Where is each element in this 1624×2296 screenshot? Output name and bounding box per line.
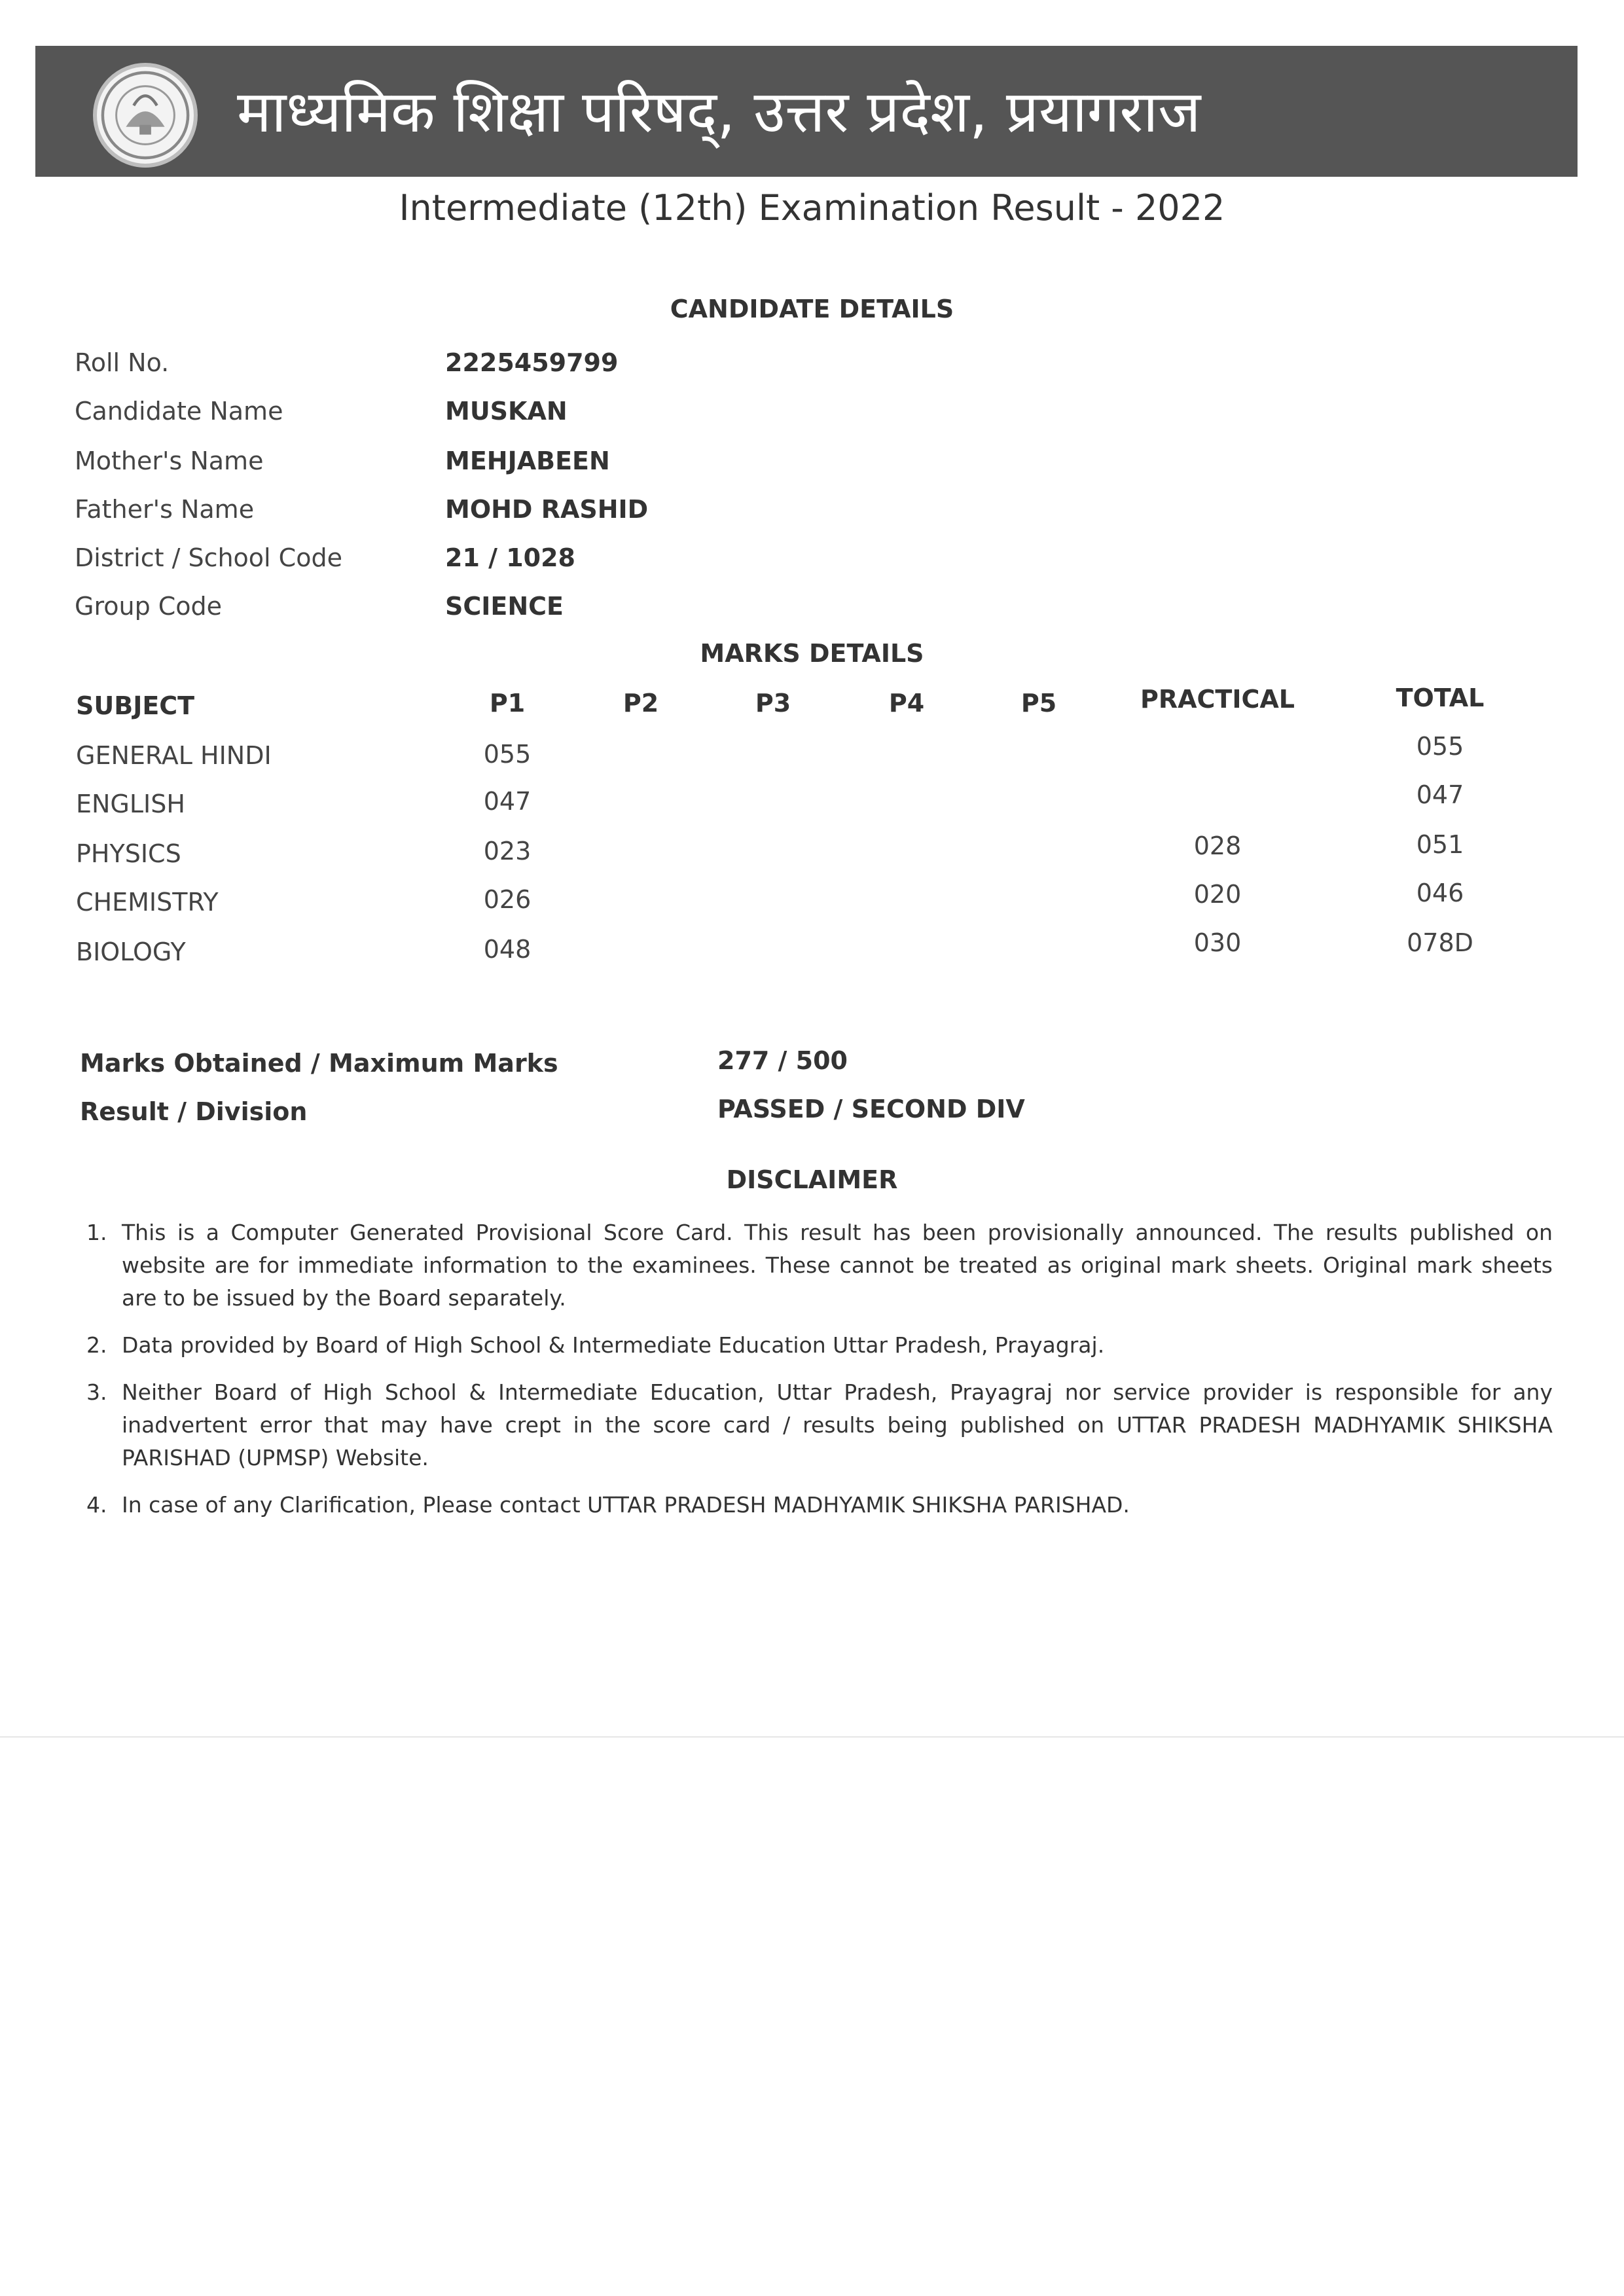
district-school-value: 21 / 1028 bbox=[445, 543, 575, 572]
roll-no-label: Roll No. bbox=[75, 348, 170, 377]
list-item bbox=[86, 1489, 1553, 1522]
table-row-subject: GENERAL HINDI bbox=[76, 741, 272, 770]
p4-column-header: P4 bbox=[888, 689, 925, 718]
list-item-text: This is a Computer Generated Provisional Score Card. This result has been provisionally announced. The results published on website are for immediate information to the examinees. These cannot be treated as original mark sheets. Original mark sheets are to be issued by the Board separately. bbox=[122, 1220, 1553, 1311]
father-name-value: MOHD RASHID bbox=[445, 495, 649, 524]
p1-column-header: P1 bbox=[489, 689, 526, 718]
candidate-row-name bbox=[0, 397, 1624, 436]
list-item bbox=[86, 1329, 1553, 1362]
table-row-subject: ENGLISH bbox=[76, 790, 185, 818]
candidate-row-district bbox=[0, 543, 1624, 583]
table-row-total: 055 bbox=[1416, 732, 1464, 761]
group-code-value: SCIENCE bbox=[445, 592, 564, 621]
exam-title: Intermediate (12th) Examination Result - 2022 bbox=[399, 187, 1225, 228]
emblem-icon bbox=[97, 67, 194, 164]
total-column-header: TOTAL bbox=[1396, 683, 1485, 712]
roll-no-value: 2225459799 bbox=[445, 348, 619, 377]
list-item-text: Neither Board of High School & Intermediate Education, Uttar Pradesh, Prayagraj nor service provider is responsible for any inadvertent error that may have crept in the score card / results being published on UTTAR PRADESH MADHYAMIK SHIKSHA PARISHAD (UPMSP) Website. bbox=[122, 1379, 1553, 1470]
candidate-row-father bbox=[0, 495, 1624, 534]
candidate-details-heading: CANDIDATE DETAILS bbox=[670, 295, 954, 323]
table-row-subject: BIOLOGY bbox=[76, 938, 186, 966]
candidate-name-value: MUSKAN bbox=[445, 397, 568, 426]
mother-name-value: MEHJABEEN bbox=[445, 446, 610, 475]
table-row-total: 047 bbox=[1416, 780, 1464, 809]
father-name-label: Father's Name bbox=[75, 495, 255, 524]
result-division-label: Result / Division bbox=[80, 1097, 308, 1126]
table-row-total: 046 bbox=[1416, 879, 1464, 907]
mother-name-label: Mother's Name bbox=[75, 446, 264, 475]
marks-obtained-label: Marks Obtained / Maximum Marks bbox=[80, 1049, 558, 1078]
table-row-p1: 023 bbox=[483, 837, 532, 866]
table-row-practical: 020 bbox=[1193, 880, 1242, 909]
candidate-row-mother bbox=[0, 446, 1624, 486]
p3-column-header: P3 bbox=[755, 689, 791, 718]
table-row-p1: 026 bbox=[483, 885, 532, 914]
table-row-p1: 055 bbox=[483, 740, 532, 769]
table-row-p1: 047 bbox=[483, 787, 532, 816]
p2-column-header: P2 bbox=[623, 689, 659, 718]
result-division-value: PASSED / SECOND DIV bbox=[717, 1095, 1025, 1123]
board-emblem-logo bbox=[93, 63, 198, 168]
district-school-label: District / School Code bbox=[75, 543, 342, 572]
table-row-practical: 030 bbox=[1193, 928, 1242, 957]
disclaimer-list bbox=[86, 1216, 1553, 1536]
disclaimer-heading: DISCLAIMER bbox=[726, 1165, 898, 1194]
table-row-subject: PHYSICS bbox=[76, 839, 181, 868]
list-item-number: 2. bbox=[86, 1332, 107, 1358]
list-item-text: In case of any Clarification, Please contact UTTAR PRADESH MADHYAMIK SHIKSHA PARISHAD. bbox=[122, 1492, 1130, 1518]
subject-column-header: SUBJECT bbox=[76, 691, 195, 720]
p5-column-header: P5 bbox=[1020, 689, 1057, 718]
marks-details-heading: MARKS DETAILS bbox=[700, 639, 924, 668]
marks-obtained-value: 277 / 500 bbox=[717, 1046, 848, 1075]
list-item-number: 3. bbox=[86, 1379, 107, 1405]
candidate-row-group bbox=[0, 592, 1624, 631]
list-item-number: 1. bbox=[86, 1220, 107, 1245]
list-item bbox=[86, 1216, 1553, 1315]
candidate-row-roll bbox=[0, 348, 1624, 388]
table-row-p1: 048 bbox=[483, 935, 532, 964]
practical-column-header: PRACTICAL bbox=[1140, 685, 1295, 714]
candidate-name-label: Candidate Name bbox=[75, 397, 283, 426]
paper-fold-line bbox=[0, 1736, 1624, 1738]
table-row-total: 051 bbox=[1416, 830, 1464, 859]
table-row-total: 078D bbox=[1407, 928, 1473, 957]
list-item bbox=[86, 1376, 1553, 1474]
table-row-practical: 028 bbox=[1193, 831, 1242, 860]
group-code-label: Group Code bbox=[75, 592, 223, 621]
table-row-subject: CHEMISTRY bbox=[76, 888, 219, 917]
list-item-number: 4. bbox=[86, 1492, 107, 1518]
list-item-text: Data provided by Board of High School & Intermediate Education Uttar Pradesh, Prayagraj. bbox=[122, 1332, 1105, 1358]
board-title: माध्यमिक शिक्षा परिषद्, उत्तर प्रदेश, प्रयागराज bbox=[237, 78, 1201, 145]
